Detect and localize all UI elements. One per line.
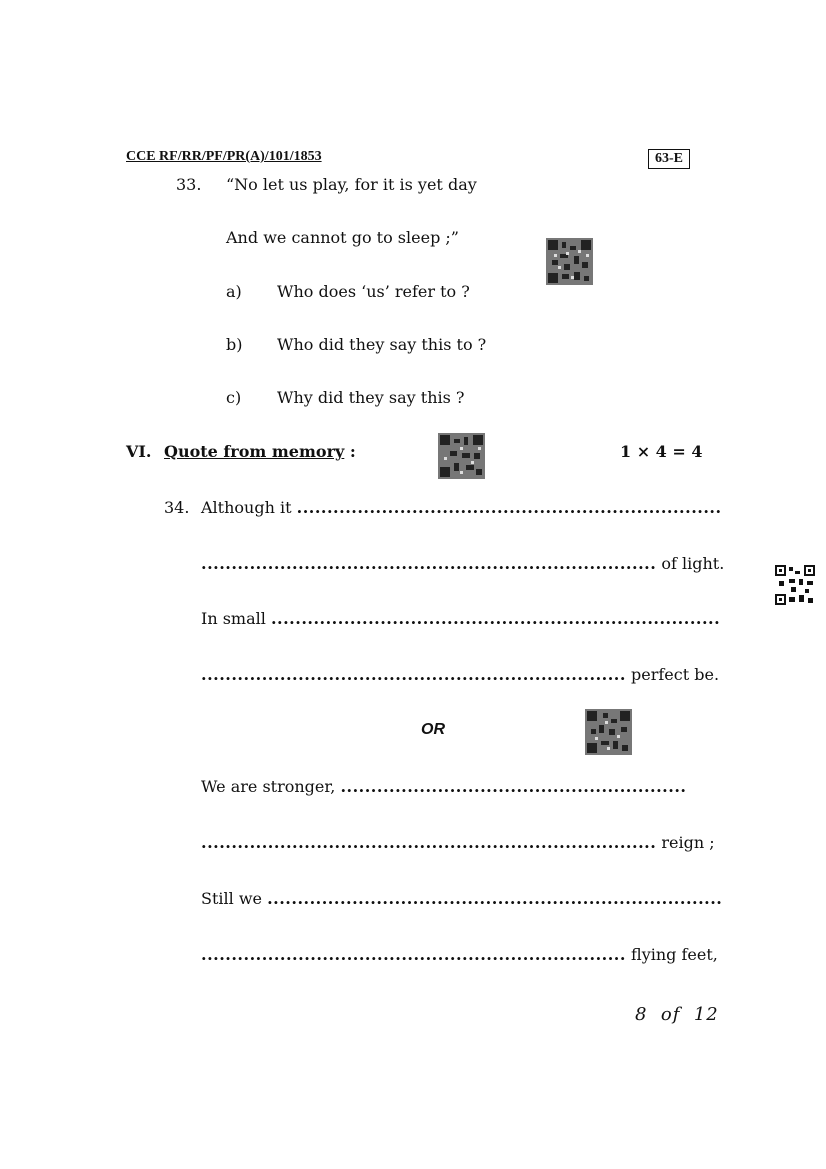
poem-2-line-2-blank: ...........................................................................: [201, 833, 657, 852]
poem-2-line-4: [201, 945, 718, 964]
section-marks: 1 × 4 = 4: [620, 442, 703, 461]
poem-1-line-3-blank: ..........................................................................: [270, 609, 721, 628]
section-title-colon: :: [349, 442, 356, 461]
question-33-part-c-text: Why did they say this ?: [277, 388, 465, 407]
poem-2-line-1-lead: We are stronger,: [201, 777, 336, 796]
poem-1-line-3-lead: In small: [201, 609, 266, 628]
question-34-number: 34.: [164, 498, 190, 517]
section-title-text: Quote from memory: [164, 442, 345, 461]
poem-2-line-3: [201, 889, 722, 908]
qr-code-2: [438, 433, 485, 479]
poem-1-line-1-blank: ......................................................................: [296, 498, 722, 517]
or-divider: OR: [421, 721, 445, 738]
poem-2-line-4-tail: flying feet,: [631, 945, 718, 964]
poem-2-line-2: [201, 833, 715, 852]
poem-2-line-1-blank: .........................................................: [340, 777, 687, 796]
paper-code-box: 63-E: [648, 149, 690, 169]
poem-1-line-2-blank: ...........................................................................: [201, 554, 657, 573]
poem-1-line-2: [201, 554, 724, 573]
poem-2-line-3-lead: Still we: [201, 889, 262, 908]
qr-code-4: [585, 709, 632, 755]
exam-code: CCE RF/RR/PF/PR(A)/101/1853: [126, 149, 322, 164]
question-33-part-a-label: a): [226, 282, 242, 301]
question-33-line-2: And we cannot go to sleep ;”: [226, 228, 459, 247]
poem-2-line-3-blank: ...........................................................................: [267, 889, 723, 908]
poem-1-line-2-tail: of light.: [661, 554, 725, 573]
question-33-part-b-label: b): [226, 335, 243, 354]
question-33-part-a-text: Who does ‘us’ refer to ?: [277, 282, 470, 301]
poem-2-line-2-tail: reign ;: [661, 833, 715, 852]
section-title: [164, 442, 356, 461]
poem-1-line-4: [201, 665, 719, 684]
question-33-line-1: “No let us play, for it is yet day: [226, 175, 477, 194]
qr-code-1: [546, 238, 593, 285]
qr-code-3: [775, 565, 815, 605]
poem-1-line-3: [201, 609, 720, 628]
question-33-part-c-label: c): [226, 388, 242, 407]
poem-1-line-1: [201, 498, 722, 517]
poem-2-line-4-blank: ......................................................................: [201, 945, 626, 964]
section-numeral: VI.: [126, 442, 152, 461]
question-33-number: 33.: [176, 175, 202, 194]
poem-1-line-1-lead: Although it: [201, 498, 292, 517]
poem-1-line-4-tail: perfect be.: [631, 665, 720, 684]
poem-1-line-4-blank: ......................................................................: [201, 665, 626, 684]
question-33-part-b-text: Who did they say this to ?: [277, 335, 487, 354]
page-number: 8 of 12: [635, 1004, 719, 1025]
poem-2-line-1: [201, 777, 686, 796]
